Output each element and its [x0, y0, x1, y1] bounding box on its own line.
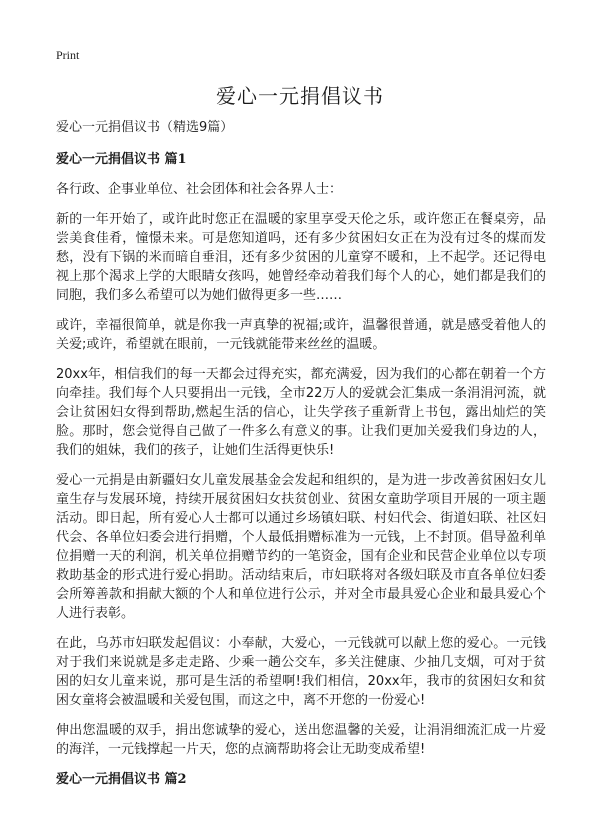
paragraph-salutation: 各行政、企事业单位、社会团体和社会各界人士：	[56, 182, 343, 197]
section-heading-1: 爱心一元捐倡议书 篇1	[56, 152, 187, 167]
paragraph: 在此，乌苏市妇联发起倡议：小奉献，大爱心，一元钱就可以献上您的爱心。一元钱对于我们来说就是多走走路、少乘一趟公交车，多关注健康、少抽几支烟，可对于贫困的妇女儿童来说，那可是生活的希望啊!我们相信，20xx年，我市的贫困妇女和贫困女童将会被温暖和关爱包围，而这之中，离不开您的一份爱心!	[56, 636, 546, 708]
document-title: 爱心一元捐倡议书	[216, 84, 384, 108]
document-subtitle: 爱心一元捐倡议书（精选9篇）	[56, 120, 234, 135]
paragraph: 伸出您温暖的双手，捐出您诚挚的爱心，送出您温馨的关爱，让涓涓细流汇成一片爱的海洋，一元钱撑起一片天，您的点滴帮助将会让无助变成希望!	[56, 723, 546, 757]
paragraph: 新的一年开始了，或许此时您正在温暖的家里享受天伦之乐，或许您正在餐桌旁，品尝美食佳肴，憧憬未来。可是您知道吗，还有多少贫困妇女正在为没有过冬的煤而发愁，没有下锅的米而暗自垂泪，还有多少贫困的儿童穿不暖和，上不起学。还记得电视上那个渴求上学的大眼睛女孩吗，她曾经牵动着我们每个人的心，她们都是我们的同胞，我们多么希望可以为她们做得更多一些……	[56, 212, 546, 303]
paragraph: 爱心一元捐是由新疆妇女儿童发展基金会发起和组织的，是为进一步改善贫困妇女儿童生存与发展环境，持续开展贫困妇女扶贫创业、贫困女童助学项目开展的一项主题活动。即日起，所有爱心人士都可以通过乡场镇妇联、村妇代会、街道妇联、社区妇代会、各单位妇委会进行捐赠，个人最低捐赠标准为一元钱，上不封顶。倡导盈利单位捐赠一天的利润，机关单位捐赠节约的一笔资金，国有企业和民营企业单位以专项救助基金的形式进行爱心捐助。活动结束后，市妇联将对各级妇联及市直各单位妇委会所筹善款和捐献大额的个人和单位进行公示，并对全市最具爱心企业和最具爱心个人进行表彰。	[56, 473, 546, 621]
paragraph: 或许，幸福很简单，就是你我一声真挚的祝福;或许，温馨很普通，就是感受着他人的关爱;或许，希望就在眼前，一元钱就能带来丝丝的温暖。	[56, 318, 546, 352]
section-heading-2: 爱心一元捐倡议书 篇2	[56, 772, 187, 787]
print-link[interactable]: Print	[56, 48, 80, 62]
document-body	[56, 118, 546, 800]
paragraph: 20xx年，相信我们的每一天都会过得充实，都充满爱，因为我们的心都在朝着一个方向牵挂。我们每个人只要捐出一元钱，全市22万人的爱就会汇集成一条涓涓河流，就会让贫困妇女得到帮助,燃起生活的信心，让失学孩子重新背上书包，露出灿烂的笑脸。那时，您会觉得自己做了一件多么有意义的事。让我们更加关爱我们身边的人，我们的姐妹，我们的孩子，让她们生活得更快乐!	[56, 367, 546, 458]
